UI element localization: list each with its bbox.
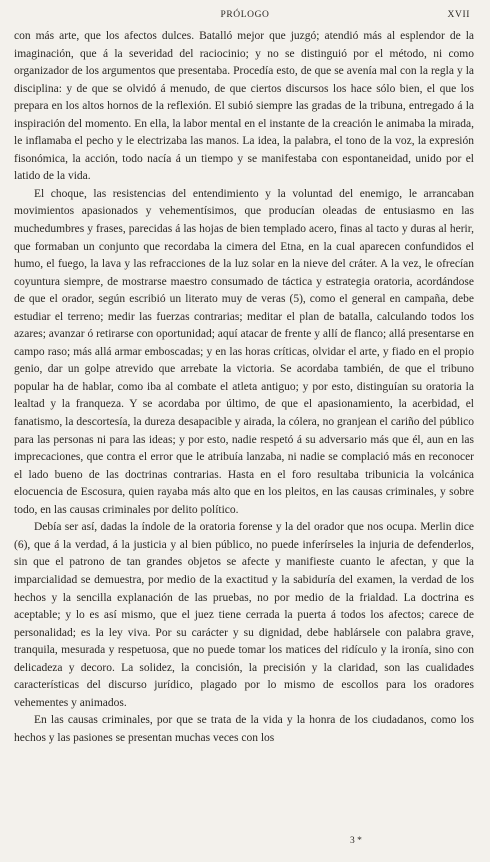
paragraph-1: con más arte, que los afectos dulces. Batalló mejor que juzgó; atendió más al esplendor de la imaginación, que á la severidad del raciocinio; y no se distinguió por el método, ni como organizador de los argumentos que presentaba. Procedía esto, de que se avenía mal con la regla y la disciplina: y de que se olvidó á menudo, de que ciertos discursos los hace sólo bien, el que los prepara en los altos hornos de la reflexión. El subió siempre las gradas de la tribuna, entregado á la inspiración del momento. En ella, la labor mental en el instante de la creación le animaba la mirada, le inflamaba el pecho y le electrizaba las manos. La idea, la palabra, el tono de la voz, la expresión fisonómica, la acción, todo nacía á un tiempo y se manifestaba con espontaneidad, unido por el latido de la vida. (14, 30, 474, 183)
running-title: PRÓLOGO (220, 10, 270, 20)
body-text (14, 28, 474, 747)
page-number: XVII (447, 10, 470, 20)
running-head (0, 10, 490, 24)
paragraph-3: Debía ser así, dadas la índole de la oratoria forense y la del orador que nos ocupa. Merlin dice (6), que á la verdad, á la justicia y al bien público, no puede inferírseles la injuria de defenderlos, sin que el patrono de tan grandes objetos se afecte y manifieste cuanto le afectan, y que la imparcialidad se demuestra, por medio de la exactitud y la sabiduría del examen, la verdad de los hechos y la sencilla explanación de las pruebas, no por medio de la frialdad. La doctrina es aceptable; y lo es así mismo, que el juez tiene cerrada la puerta á todos los afectos; carece de personalidad; es la ley viva. Por su carácter y su dignidad, debe hablársele con palabra grave, tranquila, mesurada y respetuosa, que no puede tomar los matices del ridículo y la ironía, sino con delicadeza y decoro. La solidez, la concisión, la precisión y la claridad, son las cualidades características del discurso jurídico, plagado por lo mismo de escollos para los oradores vehementes y animados. (14, 521, 474, 709)
paragraph-4: En las causas criminales, por que se trata de la vida y la honra de los ciudadanos, como los hechos y las pasiones se presentan muchas veces con los (14, 714, 474, 744)
signature-mark: 3 * (350, 836, 362, 846)
paragraph-2: El choque, las resistencias del entendimiento y la voluntad del enemigo, le arrancaban movimientos apasionados y vehementísimos, que producían oleadas de entusiasmo en las muchedumbres y frases, parecidas á las hojas de bien templado acero, finas al tacto y duras al herir, que formaban un conjunto que recordaba la cimera del Etna, en la cual aparecen confundidos el humo, el fuego, la lava y las refracciones de la luz solar en la nieve del cráter. A la vez, le ofrecían coyuntura siempre, de mostrarse maestro consumado de táctica y estrategia oratoria, acordándose de que el orador, según escribió un literato muy de veras (5), como el general en campaña, debe estudiar el terreno; medir las fuerzas contrarias; meditar el plan de batalla, calculando todos los azares; avanzar ó retirarse con oportunidad; aquí atacar de frente y allí de flanco; allá presentarse en campo raso; más allá armar emboscadas; y en las horas críticas, olvidar el arte, y fiado en el propio genio, dar un golpe atrevido que arrebate la victoria. Se acordaba también, de que el tribuno popular ha de hablar, como iba al combate el atleta antiguo; y por esto, distinguían su oratoria la lealtad y la franqueza. Y se acordaba por último, de que el apasionamiento, la acerbidad, el fanatismo, la descortesía, la dureza desapacible y airada, la cólera, no granjean el cariño del público para las personas ni para las ideas; y por esto, nadie respetó á su adversario más que él, aun en las imprecaciones, que contra el error que le atribuía lanzaba, ni nadie se complació más en reconocer el lado bueno de las doctrinas contrarias. Hasta en el foro resultaba tribunicia la volcánica elocuencia de Escosura, quien rayaba más alto que en los pleitos, en las causas criminales, y sobre todo, en las causas criminales por delito político. (14, 187, 474, 516)
